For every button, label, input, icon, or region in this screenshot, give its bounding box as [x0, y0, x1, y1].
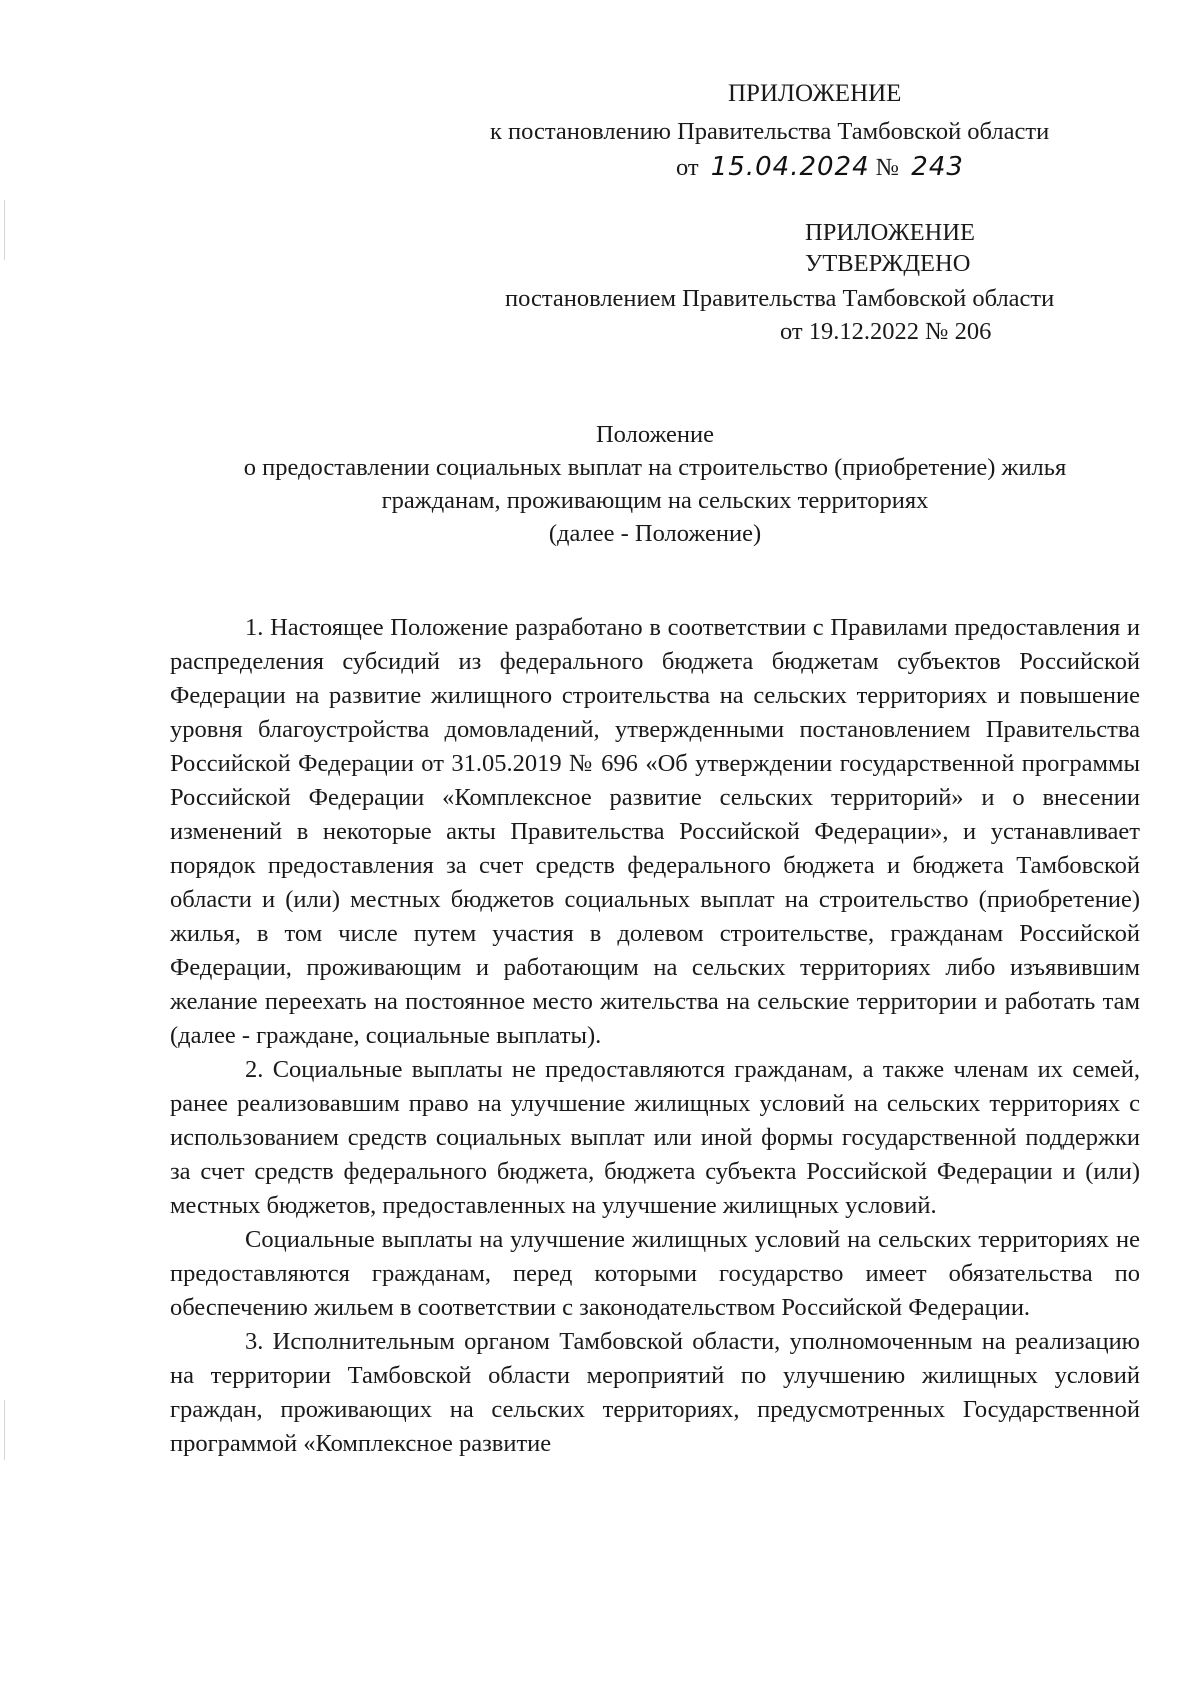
appendix-resolution-ref: к постановлению Правительства Тамбовской области — [490, 118, 1050, 145]
document-subtitle-line: гражданам, проживающим на сельских территориях — [381, 487, 929, 514]
handwritten-date: 15.04.2024 — [710, 152, 870, 182]
document-title: Положение — [595, 421, 715, 448]
document-body — [170, 611, 1140, 1461]
approval-appendix-heading: ПРИЛОЖЕНИЕ — [805, 219, 975, 246]
scan-margin-mark — [4, 1400, 5, 1460]
paragraph-1: 1. Настоящее Положение разработано в соответствии с Правилами предоставления и распределения субсидий из федерального бюджета бюджетам субъектов Российской Федерации на развитие жилищного строительства на сельских территориях и повышение уровня благоустройства домовладений, утвержденными постановлением Правительства Российской Федерации от 31.05.2019 № 696 «Об утверждении государственной программы Российской Федерации «Комплексное развитие сельских территорий» и о внесении изменений в некоторые акты Правительства Российской Федерации», и устанавливает порядок предоставления за счет средств федерального бюджета и бюджета Тамбовской области и (или) местных бюджетов социальных выплат на строительство (приобретение) жилья, в том числе путем участия в долевом строительстве, гражданам Российской Федерации, проживающим и работающим на сельских территориях либо изъявившим желание переехать на постоянное место жительства на сельские территории и работать там (далее - граждане, социальные выплаты). — [170, 614, 1140, 1049]
handwritten-number: 243 — [911, 152, 964, 182]
date-prefix: от — [676, 154, 699, 181]
appendix-heading: ПРИЛОЖЕНИЕ — [728, 80, 902, 107]
paragraph-2-continued: Социальные выплаты на улучшение жилищных условий на сельских территориях не предоставляются гражданам, перед которыми государство имеет обязательства по обеспечению жильем в соответствии с законодательством Российской Федерации. — [170, 1226, 1140, 1321]
document-subtitle-line: о предоставлении социальных выплат на строительство (приобретение) жилья — [243, 454, 1067, 481]
approval-date-number: от 19.12.2022 № 206 — [780, 318, 992, 345]
approval-resolution-ref: постановлением Правительства Тамбовской области — [505, 285, 1055, 312]
number-sign: № — [875, 154, 900, 181]
paragraph-2: 2. Социальные выплаты не предоставляются гражданам, а также членам их семей, ранее реализовавшим право на улучшение жилищных условий на сельских территориях с использованием средств социальных выплат или иной формы государственной поддержки за счет средств федерального бюджета, бюджета субъекта Российской Федерации и (или) местных бюджетов, предоставленных на улучшение жилищных условий. — [170, 1056, 1140, 1219]
appendix-date-line — [676, 150, 964, 185]
approval-stamp-text: УТВЕРЖДЕНО — [805, 250, 971, 277]
paragraph-3: 3. Исполнительным органом Тамбовской области, уполномоченным на реализацию на территории Тамбовской области мероприятий по улучшению жилищных условий граждан, проживающих на сельских территориях, предусмотренных Государственной программой «Комплексное развитие — [170, 1328, 1140, 1457]
document-subtitle-abbrev: (далее - Положение) — [548, 520, 762, 547]
scan-margin-mark — [4, 200, 5, 260]
